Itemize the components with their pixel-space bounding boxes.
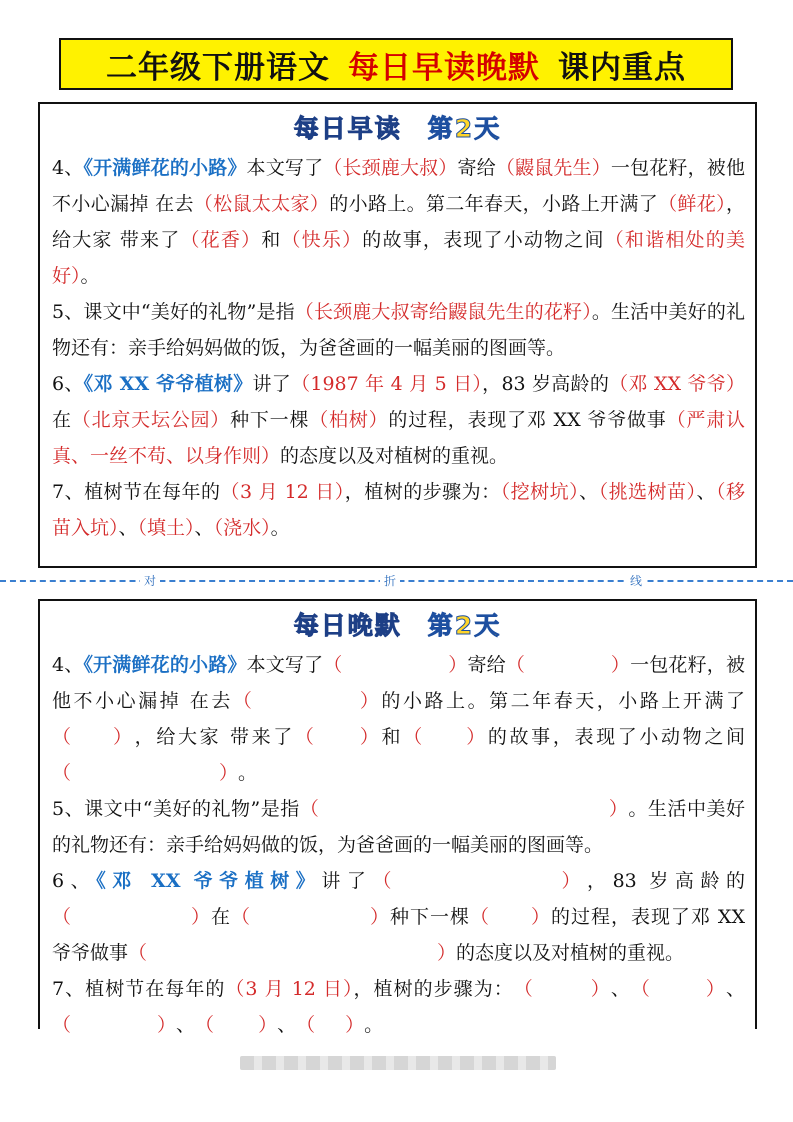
fold-label-3: 线 — [626, 572, 646, 589]
morning-q5: 5、课文中“美好的礼物”是指（长颈鹿大叔寄给鼹鼠先生的花籽）。生活中美好的礼物还有：亲手给妈妈做的饭，为爸爸画的一幅美丽的图画等。 — [52, 301, 745, 359]
book-title: 《开满鲜花的小路》 — [83, 654, 247, 676]
answer: （快乐） — [281, 229, 363, 251]
answer: （长颈鹿大叔） — [323, 157, 458, 179]
blank-field[interactable]: （ ） — [505, 654, 630, 676]
morning-day-label: 第2天 — [427, 114, 502, 143]
blank-field[interactable]: （ ） — [52, 1014, 177, 1036]
answer: （和谐相处的美好） — [52, 229, 745, 287]
answer: （挑选树苗） — [598, 481, 697, 503]
answer: （柏树） — [309, 409, 389, 431]
title-part-daily: 每日早读晚默 — [348, 49, 540, 86]
blank-field[interactable]: （ ） — [513, 978, 610, 1000]
morning-title-text: 每日早读 — [293, 114, 402, 143]
answer: （长颈鹿大叔寄给鼹鼠先生的花籽） — [294, 301, 592, 323]
blank-field[interactable]: （ ） — [128, 942, 457, 964]
blank-field[interactable]: （ ） — [323, 654, 468, 676]
title-part-focus: 课内重点 — [558, 49, 686, 86]
evening-dictation-card — [38, 599, 757, 1036]
blank-field[interactable]: （ ） — [52, 906, 211, 928]
morning-q7: 7、植树节在每年的（3 月 12 日），植树的步骤为：（挖树坑）、（挑选树苗）、（移苗入坑）、（填土）、（浇水）。 — [52, 481, 745, 539]
page-title — [59, 38, 733, 90]
blank-field[interactable]: （ ） — [232, 690, 379, 712]
morning-reading-card — [38, 102, 757, 568]
morning-card-title — [40, 104, 755, 150]
answer: （1987 年 4 月 5 日） — [291, 373, 483, 395]
blank-field[interactable]: （ ） — [630, 978, 725, 1000]
blank-field[interactable]: （ ） — [299, 798, 628, 820]
blank-field[interactable]: （ ） — [296, 1014, 365, 1036]
blurred-watermark — [240, 1056, 556, 1070]
answer: （严肃认真、一丝不苟、以身作则） — [52, 409, 745, 467]
answer: （鲜花） — [658, 193, 726, 215]
evening-q7: 7、植树节在每年的（3 月 12 日），植树的步骤为：（ ）、（ ）、（ ）、（ ）、（ ）。 — [52, 971, 745, 1043]
blank-field[interactable]: （ ） — [403, 726, 486, 748]
answer: （挖树坑） — [500, 481, 580, 503]
answer: （鼹鼠先生） — [495, 157, 611, 179]
blank-field[interactable]: （ ） — [52, 762, 239, 784]
book-title: 《开满鲜花的小路》 — [83, 157, 247, 179]
fold-label-2: 折 — [380, 572, 400, 589]
fold-label-1: 对 — [140, 572, 160, 589]
morning-q6: 6、《邓 XX 爷爷植树》讲了（1987 年 4 月 5 日），83 岁高龄的（邓 XX 爷爷）在（北京天坛公园）种下一棵（柏树）的过程，表现了邓 XX 爷爷做事（严肃认真、一丝不苟、以身作则）的态度以及对植树的重视。 — [52, 373, 745, 467]
answer: （邓 XX 爷爷） — [609, 373, 745, 395]
answer: （北京天坛公园） — [71, 409, 231, 431]
title-part-grade: 二年级下册语文 — [106, 49, 330, 86]
evening-card-title — [40, 601, 755, 647]
blank-field[interactable]: （ ） — [231, 906, 390, 928]
evening-q5: 5、课文中“美好的礼物”是指（ ）。生活中美好的礼物还有：亲手给妈妈做的饭，为爸爸画的一幅美丽的图画等。 — [52, 791, 745, 863]
blank-field[interactable]: （ ） — [52, 726, 133, 748]
evening-day-label: 第2天 — [427, 611, 502, 640]
answer: （3 月 12 日） — [220, 481, 345, 503]
blank-field[interactable]: （ ） — [195, 1014, 278, 1036]
answer: （填土） — [137, 517, 195, 539]
evening-q4: 4、《开满鲜花的小路》本文写了（ ）寄给（ ）一包花籽，被他不小心漏掉 在去（ ）的小路上。第二年春天，小路上开满了（ ），给大家 带来了（ ）和（ ）的故事，表现了小动物之间（ ）。 — [52, 647, 745, 791]
answer: （移苗入坑） — [52, 481, 745, 539]
evening-q6: 6、《邓 XX 爷爷植树》讲了（ ），83 岁高龄的（ ）在（ ）种下一棵（ ）的过程，表现了邓 XX 爷爷做事（ ）的态度以及对植树的重视。 — [52, 863, 745, 971]
blank-field[interactable]: （ ） — [372, 870, 581, 892]
book-title: 《邓 XX 爷爷植树》 — [83, 373, 253, 395]
evening-title-text: 每日晚默 — [293, 611, 402, 640]
book-title: 《邓 XX 爷爷植树》 — [96, 870, 322, 892]
answer: （花香） — [180, 229, 262, 251]
morning-q4: 4、《开满鲜花的小路》本文写了（长颈鹿大叔）寄给（鼹鼠先生）一包花籽，被他不小心漏掉 在去（松鼠太太家）的小路上。第二年春天，小路上开满了（鲜花），给大家 带来了（花香）和（快乐）的故事，表现了小动物之间（和谐相处的美好）。 — [52, 157, 745, 287]
blank-field[interactable]: （ ） — [469, 906, 551, 928]
answer: （浇水） — [213, 517, 271, 539]
blank-field[interactable]: （ ） — [294, 726, 379, 748]
answer: （松鼠太太家） — [193, 193, 330, 215]
answer: （3 月 12 日） — [225, 978, 354, 1000]
